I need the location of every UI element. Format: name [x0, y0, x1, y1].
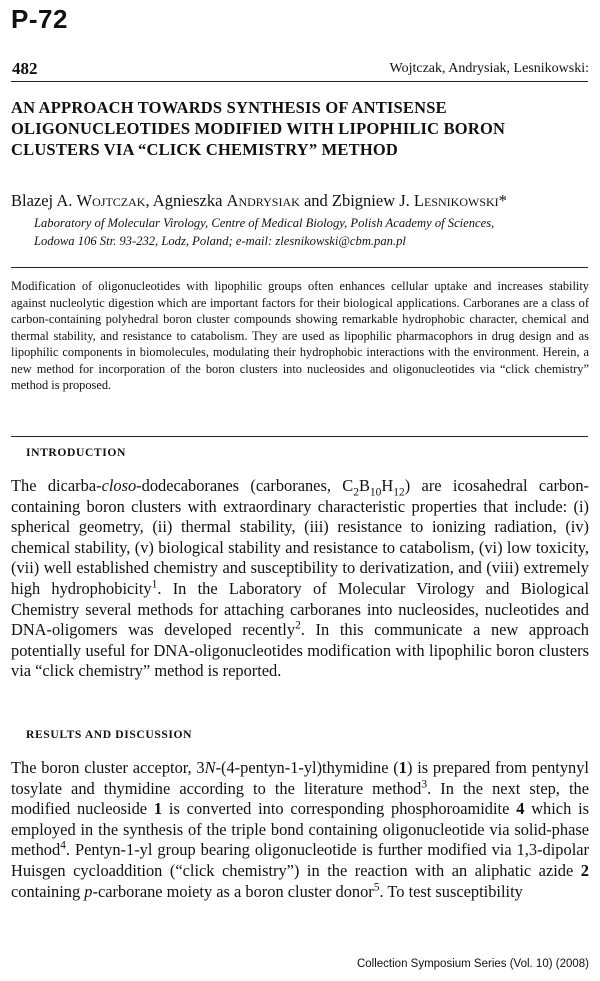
section-heading-introduction: INTRODUCTION	[26, 446, 126, 459]
poster-id: P-72	[11, 4, 68, 34]
header-rule	[11, 81, 588, 82]
series-footer: Collection Symposium Series (Vol. 10) (2008)	[356, 958, 589, 970]
reference-mark: 2	[295, 619, 301, 632]
abstract-bottom-rule	[11, 436, 588, 437]
title-line: AN APPROACH TOWARDS SYNTHESIS OF ANTISENSE	[11, 98, 447, 117]
page-number: 482	[12, 59, 38, 78]
abstract-top-rule	[11, 267, 588, 268]
abstract: Modification of oligonucleotides with lipophilic groups often enhances cellular uptake and increases stability against nucleolytic digestion which are important factors for their biological applications. Carboranes are a class of carbon-containing polyhedral boron cluster compounds showing remarkable hydrophobic character, chemical and thermal stability, and resistance to catabolism. They are used as lipophilic pharmacophors in drug design and as lipophilic components in biomolecules, modulating their hydrophobic interactions with the environment. Herein, a new method for incorporation of the boron clusters into nucleosides and oligonucleotides via “click chemistry” method is proposed.	[11, 279, 589, 392]
author-surname: Andrysiak	[226, 191, 300, 210]
author-surname: Wojtczak	[76, 191, 146, 210]
title-line: CLUSTERS VIA “CLICK CHEMISTRY” METHOD	[11, 140, 399, 159]
running-head: Wojtczak, Andrysiak, Lesnikowski:	[389, 61, 589, 76]
introduction-paragraph: The dicarba-closo-dodecaboranes (carboranes, $C_2B_{10}H_{12}$) are icosahedral carbon-containing boron clusters with extraordinary characteristic properties that include: (i) spherical geometry, (ii) thermal stability, (iii) resistance to ionizing radiation, (iv) chemical stability, (v) biological stability and resistance to catabolism, (vi) low toxicity, (vii) well established chemistry and susceptibility to derivatization, and (viii) extremely high hydrophobicity$^1$. In the Laboratory of Molecular Virology and Biological Chemistry several methods for attaching carboranes into nucleosides, nucleotides and DNA-oligomers was developed recently$^2$. In this communicate a new approach potentially useful for DNA-oligonucleotides modification with lipophilic boron clusters via “click chemistry” method is reported.	[11, 476, 590, 681]
author-separator: , Agnieszka	[145, 191, 227, 210]
author-separator: and Zbigniew J.	[299, 191, 414, 210]
reference-mark: 5	[373, 881, 380, 894]
author-list	[11, 191, 591, 211]
section-heading-results: RESULTS AND DISCUSSION	[26, 728, 193, 741]
reference-mark: 1	[151, 578, 158, 591]
reference-mark: 3	[421, 778, 428, 791]
author-surname: Lesnikowski	[413, 191, 499, 210]
author-given: Blazej A.	[11, 191, 77, 210]
affiliation	[34, 214, 590, 250]
results-paragraph: The boron cluster acceptor, 3N-(4-pentyn-1-yl)thymidine (1) is prepared from pentynyl tosylate and thymidine according to the literature method$^3$. In the next step, the modified nucleoside 1 is converted into corresponding phosphoroamidite 4 which is employed in the synthesis of the triple bond containing oligonucleotide via solid-phase method$^4$. Pentyn-1-yl group bearing oligonucleotide is further modified via 1,3-dipolar Huisgen cycloaddition (“click chemistry”) in the reaction with an aliphatic azide 2 containing p-carborane moiety as a boron cluster donor$^5$. To test susceptibility	[11, 758, 590, 901]
article-title	[11, 97, 591, 160]
affiliation-line: Laboratory of Molecular Virology, Centre of Medical Biology, Polish Academy of Sciences,	[34, 216, 495, 230]
corresponding-author-mark: *	[498, 191, 507, 210]
reference-mark: 4	[60, 839, 66, 852]
affiliation-line: Lodowa 106 Str. 93-232, Lodz, Poland; e-mail: zlesnikowski@cbm.pan.pl	[34, 234, 406, 248]
title-line: OLIGONUCLEOTIDES MODIFIED WITH LIPOPHILIC BORON	[11, 119, 506, 138]
